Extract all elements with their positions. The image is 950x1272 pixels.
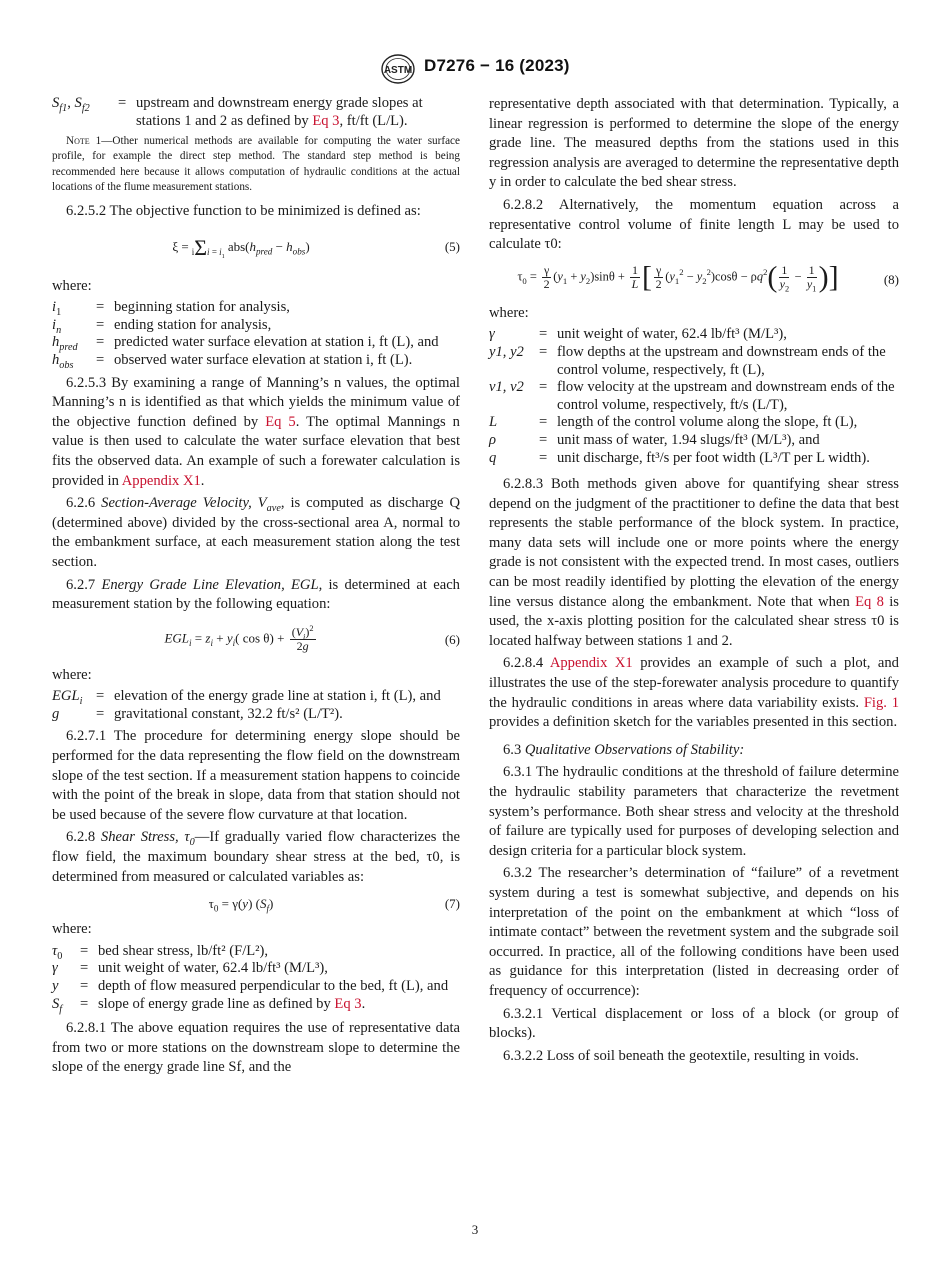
where-label: where: — [52, 277, 92, 294]
where-label: where: — [52, 666, 92, 683]
page-number: 3 — [471, 1222, 479, 1237]
note-1: Note 1—Other numerical methods are available for computing the water surface profile, for example the direct step method. The standard step method is being recommended here because it allows computation of hydraulic conditions at the actual locations of the flume measurement stations. — [52, 135, 460, 193]
eq3-link[interactable]: Eq 3 — [334, 995, 362, 1012]
definition-text: elevation of the energy grade line at station i, ft (L), and — [114, 688, 441, 705]
definition-symbol: $i_n$ — [52, 316, 62, 336]
equation-8: $\tau_0$ = $\frac{\gamma}{2}$ $(y_1 + y_2)\sin\theta$ + $\frac{1}{L}$ [ $\frac{\gamma}{2}$ $(y_1^2 - y_2^2)\cos\theta - \rho q^2$( $\frac{1}{y_2}$ − $\frac{1}{y_1}$ )] (8) — [517, 260, 899, 294]
para-6-2-8: 6.2.8 Shear Stress, $\tau_0—If$ gradually varied flow characterizes the flow field, the maximum boundary shear stress at the bed, τ0, is determined from measured or calculated variables as: — [52, 829, 460, 885]
svg-text:ASTM: ASTM — [383, 65, 413, 76]
definition-symbol: $i_1$ — [52, 299, 62, 319]
para-6-2-8-3: 6.2.8.3 Both methods given above for quantifying shear stress depend on the judgment of the practitioner to define the data that best represents the stable performance of the block system. In practice, many data sets will include one or more points where the energy grade is not consistent with the expected trend. In most cases, outliers can be most readily identified by plotting the elevation of the energy line versus distance along the embankment. Note that when Eq 8 is used, the x-axis plotting position for the calculated shear stress τ0 is located halfway between stations 1 and 2. — [489, 476, 899, 649]
para-6-2-8-1: 6.2.8.1 The above equation requires the use of representative data from two or more stations on the downstream slope to determine the slope of the energy grade line Sf, and the — [52, 1020, 460, 1076]
definition-text: depth of flow measured perpendicular to the bed, ft (L), and — [98, 978, 449, 994]
right-column — [489, 95, 899, 1069]
definition-symbol: y — [52, 978, 59, 994]
para-6-3-2-1: 6.3.2.1 Vertical displacement or loss of a block (or group of blocks). — [489, 1005, 899, 1042]
definition-symbol: q — [489, 449, 497, 466]
equation-7: $\tau_0 = \gamma(y)$ $(S_f)$ (7) — [208, 896, 460, 914]
definition-text: observed water surface elevation at station i, ft (L). — [114, 351, 413, 368]
definition-text: ending station for analysis, — [114, 316, 272, 333]
definition-symbol: $\tau_0$ — [52, 942, 63, 962]
definition-symbol: $S_{f1}$, $S_{f2}$ — [52, 95, 90, 114]
para-6-2-7-1: 6.2.7.1 The procedure for determining energy slope should be performed for the data representing the flow field on the downstream slope of the test section. If a measurement station happens to coincide with the point of the break in slope, data from that station should not be used because of the severe flow curvature at that location. — [52, 728, 460, 823]
eq3-link[interactable]: Eq 3 — [312, 112, 340, 129]
definition-list-sf: $S_{f1}$, $S_{f2}$ = upstream and downstream energy grade slopes at stations 1 and 2 as defined by Eq 3, ft/ft (L/L). — [52, 95, 460, 130]
para-6-2-6: 6.2.6 Section-Average Velocity, $V_{ave}$, is computed as discharge Q (determined above) divided by the cross-sectional area A, normal to the embankment surface, at each measurement station along the test section. — [52, 495, 460, 570]
definition-text: beginning station for analysis, — [114, 299, 290, 316]
definition-text: gravitational constant, 32.2 ft/s² (L/T²). — [114, 705, 343, 722]
appendix-x1-link[interactable]: Appendix X1 — [121, 472, 201, 489]
definition-text: flow velocity at the upstream and downstream ends of the control volume, respectively, ft/s (L/T), — [557, 379, 895, 413]
equation-5: $\xi = i\Sigma i = i_1abs(h_{pred} - h_{obs})$ (5) — [172, 234, 460, 260]
definition-symbol: $S_f$ — [52, 995, 63, 1015]
definition-list-3: $\tau_0$ = bed shear stress, lb/ft² (F/L²), γ = unit weight of water, 62.4 lb/ft³ (M/L³), y = depth of flow measured perpendicular to the bed, ft (L), and $S_f$ = slope of energy grade line as defined by Eq 3. — [52, 943, 460, 1013]
para-6-3-2-2: 6.3.2.2 Loss of soil beneath the geotextile, resulting in voids. — [503, 1047, 859, 1064]
definition-list-4: γ = unit weight of water, 62.4 lb/ft³ (M/L³), y1, y2 = flow depths at the upstream and downstream ends of the control volume, respectively, ft (L), v1, v2 = flow velocity at the upstream and downstream ends of the control volume, respectively, ft/s (L/T), L = length of the control volume along the slope, ft (L), ρ = unit mass of water, 1.94 slugs/ft³ (M/L³), and q = unit discharge, ft³/s per foot width (L³/T per L width). — [489, 326, 899, 467]
definition-text: upstream and downstream energy grade slopes at stations 1 and 2 as defined by Eq 3, ft/ft (L/L). — [136, 95, 423, 129]
appendix-x1-link[interactable]: Appendix X1 — [549, 655, 633, 672]
definition-text: unit mass of water, 1.94 slugs/ft³ (M/L³), and — [557, 431, 820, 448]
definition-symbol: $h_{obs}$ — [52, 351, 74, 371]
definition-symbol: $EGL_i$ — [52, 688, 83, 708]
definition-symbol: ρ — [489, 431, 497, 448]
definition-symbol: γ — [489, 326, 495, 343]
where-label: where: — [52, 921, 92, 938]
para-6-2-5-2: 6.2.5.2 The objective function to be minimized is defined as: — [66, 203, 421, 219]
astm-logo-icon — [381, 54, 415, 84]
document-id: D7276 − 16 (2023) — [424, 56, 570, 75]
definition-list-1: $i_1$ = beginning station for analysis, $i_n$ = ending station for analysis, $h_{pred}$ = predicted water surface elevation at station i, ft (L), and $h_{obs}$ = observed water surface elevation at station i, ft (L). — [52, 299, 460, 369]
equation-number: (6) — [444, 631, 460, 647]
para-6-2-8-2: 6.2.8.2 Alternatively, the momentum equation across a representative control volume of finite length L may be used to calculate τ0: — [489, 196, 899, 253]
left-column — [52, 95, 460, 1081]
definition-symbol: y1, y2 — [489, 343, 524, 360]
para-6-3-1: 6.3.1 The hydraulic conditions at the threshold of failure determine the hydraulic stability parameters that characterize the revetment system’s performance. Both shear stress and velocity at the threshold of failure are typically used for purposes of developing selection and design criteria for a particular block system. — [489, 764, 899, 859]
definition-text: bed shear stress, lb/ft² (F/L²), — [98, 942, 269, 959]
para-6-3-2: 6.3.2 The researcher’s determination of “failure” of a revetment system during a test is somewhat subjective, and depends on his interpretation of the point on the embankment at which “loss of intimate contact” between the revetment system and the subgrade soil occurred. In practice, all of the following conditions have been used as guidance for this interpretation (listed in decreasing order of frequency of occurrence): — [489, 865, 899, 999]
equation-number: (7) — [444, 896, 460, 912]
para-6-2-5-3: 6.2.5.3 By examining a range of Manning’s n values, the optimal Manning’s n is identified as that which yields the minimum value of the objective function defined by Eq 5. The optimal Mannings n value is then used to calculate the water surface elevation that best fits the observed data. An example of such a forewater calculation is provided in Appendix X1. — [52, 374, 460, 489]
para-6-2-8-4: 6.2.8.4 Appendix X1 provides an example of such a plot, and illustrates the use of the step-forewater analysis procedure to quantify the hydraulic conditions in areas where data variability exists. Fig. 1 provides a definition sketch for the variables presented in this section. — [489, 655, 899, 731]
para-continued: representative depth associated with that determination. Typically, a linear regression is performed to determine the slope of the energy grade line. The measured depths from the stations used in this regression analysis are averaged to determine the representative depth y in order to calculate the bed shear stress. — [489, 96, 899, 191]
definition-symbol: L — [489, 414, 498, 431]
definition-text: predicted water surface elevation at station i, ft (L), and — [114, 334, 439, 351]
definition-symbol: γ — [52, 960, 58, 977]
definition-text: unit weight of water, 62.4 lb/ft³ (M/L³), — [557, 326, 787, 343]
section-6-3-heading: 6.3 Qualitative Observations of Stability: — [503, 741, 745, 758]
definition-symbol: $h_{pred}$ — [52, 334, 78, 354]
definition-symbol: v1, v2 — [489, 379, 524, 396]
eq5-link[interactable]: Eq 5 — [265, 413, 296, 430]
where-label: where: — [489, 304, 529, 321]
equation-number: (5) — [444, 238, 460, 254]
fig-1-link[interactable]: Fig. 1 — [863, 694, 899, 711]
definition-text: unit discharge, ft³/s per foot width (L³/T per L width). — [557, 449, 870, 466]
definition-symbol: g — [52, 705, 60, 722]
definition-text: length of the control volume along the slope, ft (L), — [557, 414, 858, 431]
definition-text: flow depths at the upstream and downstream ends of the control volume, respectively, ft (L), — [557, 343, 886, 378]
definition-text: unit weight of water, 62.4 lb/ft³ (M/L³), — [98, 960, 328, 977]
eq8-link[interactable]: Eq 8 — [855, 593, 884, 610]
equation-number: (8) — [883, 271, 899, 287]
page-header — [0, 52, 950, 86]
definition-text: slope of energy grade line as defined by Eq 3. — [98, 995, 366, 1012]
equation-6: $EGL_i = z_i + y_i$( cos θ) + $\frac{(V_i)^2}{2g}$ (6) — [164, 623, 460, 653]
definition-list-2: $EGL_i$ = elevation of the energy grade line at station i, ft (L), and g = gravitational constant, 32.2 ft/s² (L/T²). — [52, 688, 460, 723]
para-6-2-7: 6.2.7 Energy Grade Line Elevation, EGL, is determined at each measurement station by the following equation: — [52, 576, 460, 613]
